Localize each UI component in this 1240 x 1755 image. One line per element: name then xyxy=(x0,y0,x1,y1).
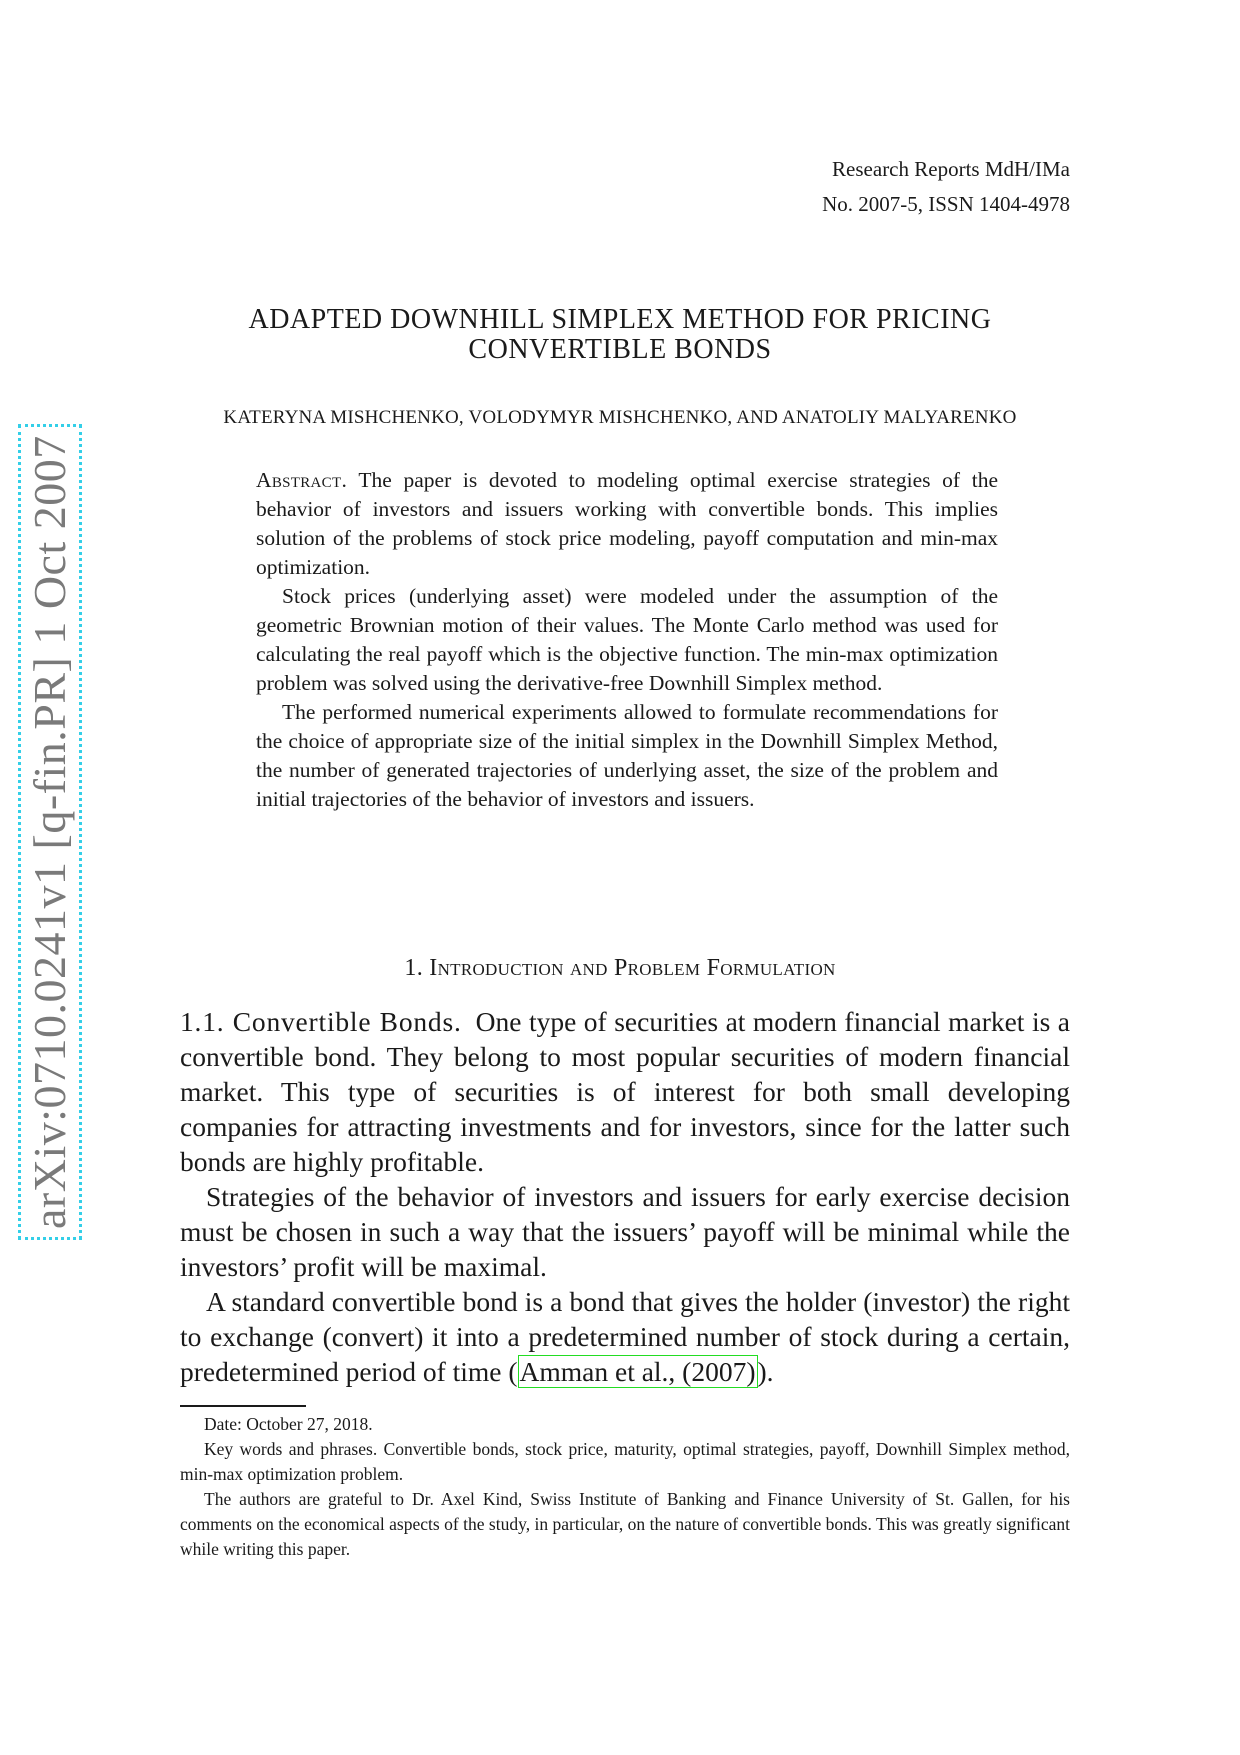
paper-title-line-1: ADAPTED DOWNHILL SIMPLEX METHOD FOR PRICING xyxy=(248,304,992,335)
citation-link[interactable]: Amman et al., (2007) xyxy=(519,1356,756,1387)
body-paragraph-2: Strategies of the behavior of investors and issuers for early exercise decision must be chosen in such a way that the issuers’ payoff will be minimal while the investors’ profit will be maximal. xyxy=(180,1181,1070,1282)
abstract-label: Abstract. xyxy=(256,468,348,492)
section-heading: 1. Introduction and Problem Formulation xyxy=(404,955,836,981)
section-body xyxy=(180,1004,1070,1389)
abstract-paragraph-1-text: The paper is devoted to modeling optimal exercise strategies of the behavior of investors and issuers working with convertible bonds. This implies solution of the problems of stock price modeling, payoff computation and min-max optimization. xyxy=(256,468,998,579)
paper-title-line-2: CONVERTIBLE BONDS xyxy=(468,334,772,365)
report-number: No. 2007-5, ISSN 1404-4978 xyxy=(822,192,1070,216)
author-list: KATERYNA MISHCHENKO, VOLODYMYR MISHCHENKO, AND ANATOLIY MALYARENKO xyxy=(223,407,1017,428)
subsection-heading: 1.1. Convertible Bonds. xyxy=(180,1006,462,1037)
body-paragraph-3 xyxy=(180,1284,1070,1389)
paper-title xyxy=(180,305,1060,365)
footnote-acknowledgment: The authors are grateful to Dr. Axel Kind, Swiss Institute of Banking and Finance University of St. Gallen, for his comments on the economical aspects of the study, in particular, on the nature of convertible bonds. This was greatly significant while writing this paper. xyxy=(180,1489,1070,1559)
footnote-date: Date: October 27, 2018. xyxy=(204,1414,373,1434)
body-paragraph-3-end: ). xyxy=(757,1356,774,1387)
abstract xyxy=(256,466,998,814)
body-paragraph-3-text: A standard convertible bond is a bond that gives the holder (investor) the right to exchange (convert) it into a predetermined number of stock during a certain, predetermined period of time ( xyxy=(180,1286,1070,1387)
abstract-paragraph-2: Stock prices (underlying asset) were modeled under the assumption of the geometric Brownian motion of their values. The Monte Carlo method was used for calculating the real payoff which is the objective function. The min-max optimization problem was solved using the derivative-free Downhill Simplex method. xyxy=(256,584,998,695)
footnote-keywords: Key words and phrases. Convertible bonds, stock price, maturity, optimal strategies, payoff, Downhill Simplex method, min-max optimization problem. xyxy=(180,1439,1070,1484)
arxiv-stamp[interactable]: arXiv:0710.0241v1 [q-fin.PR] 1 Oct 2007 xyxy=(18,424,82,1240)
body-paragraph-1-text: One type of securities at modern financial market is a convertible bond. They belong to most popular securities of modern financial market. This type of securities is of interest for both small developing companies for attracting investments and for investors, since for the latter such bonds are highly profitable. xyxy=(180,1006,1070,1177)
footnote-divider xyxy=(180,1405,306,1407)
report-series: Research Reports MdH/IMa xyxy=(832,157,1070,181)
report-header xyxy=(822,152,1070,222)
body-paragraph-1 xyxy=(180,1004,1070,1179)
footnotes xyxy=(180,1412,1070,1562)
abstract-paragraph-3: The performed numerical experiments allowed to formulate recommendations for the choice of appropriate size of the initial simplex in the Downhill Simplex Method, the number of generated trajectories of underlying asset, the size of the problem and initial trajectories of the behavior of investors and issuers. xyxy=(256,700,998,811)
abstract-paragraph-1 xyxy=(256,466,998,582)
